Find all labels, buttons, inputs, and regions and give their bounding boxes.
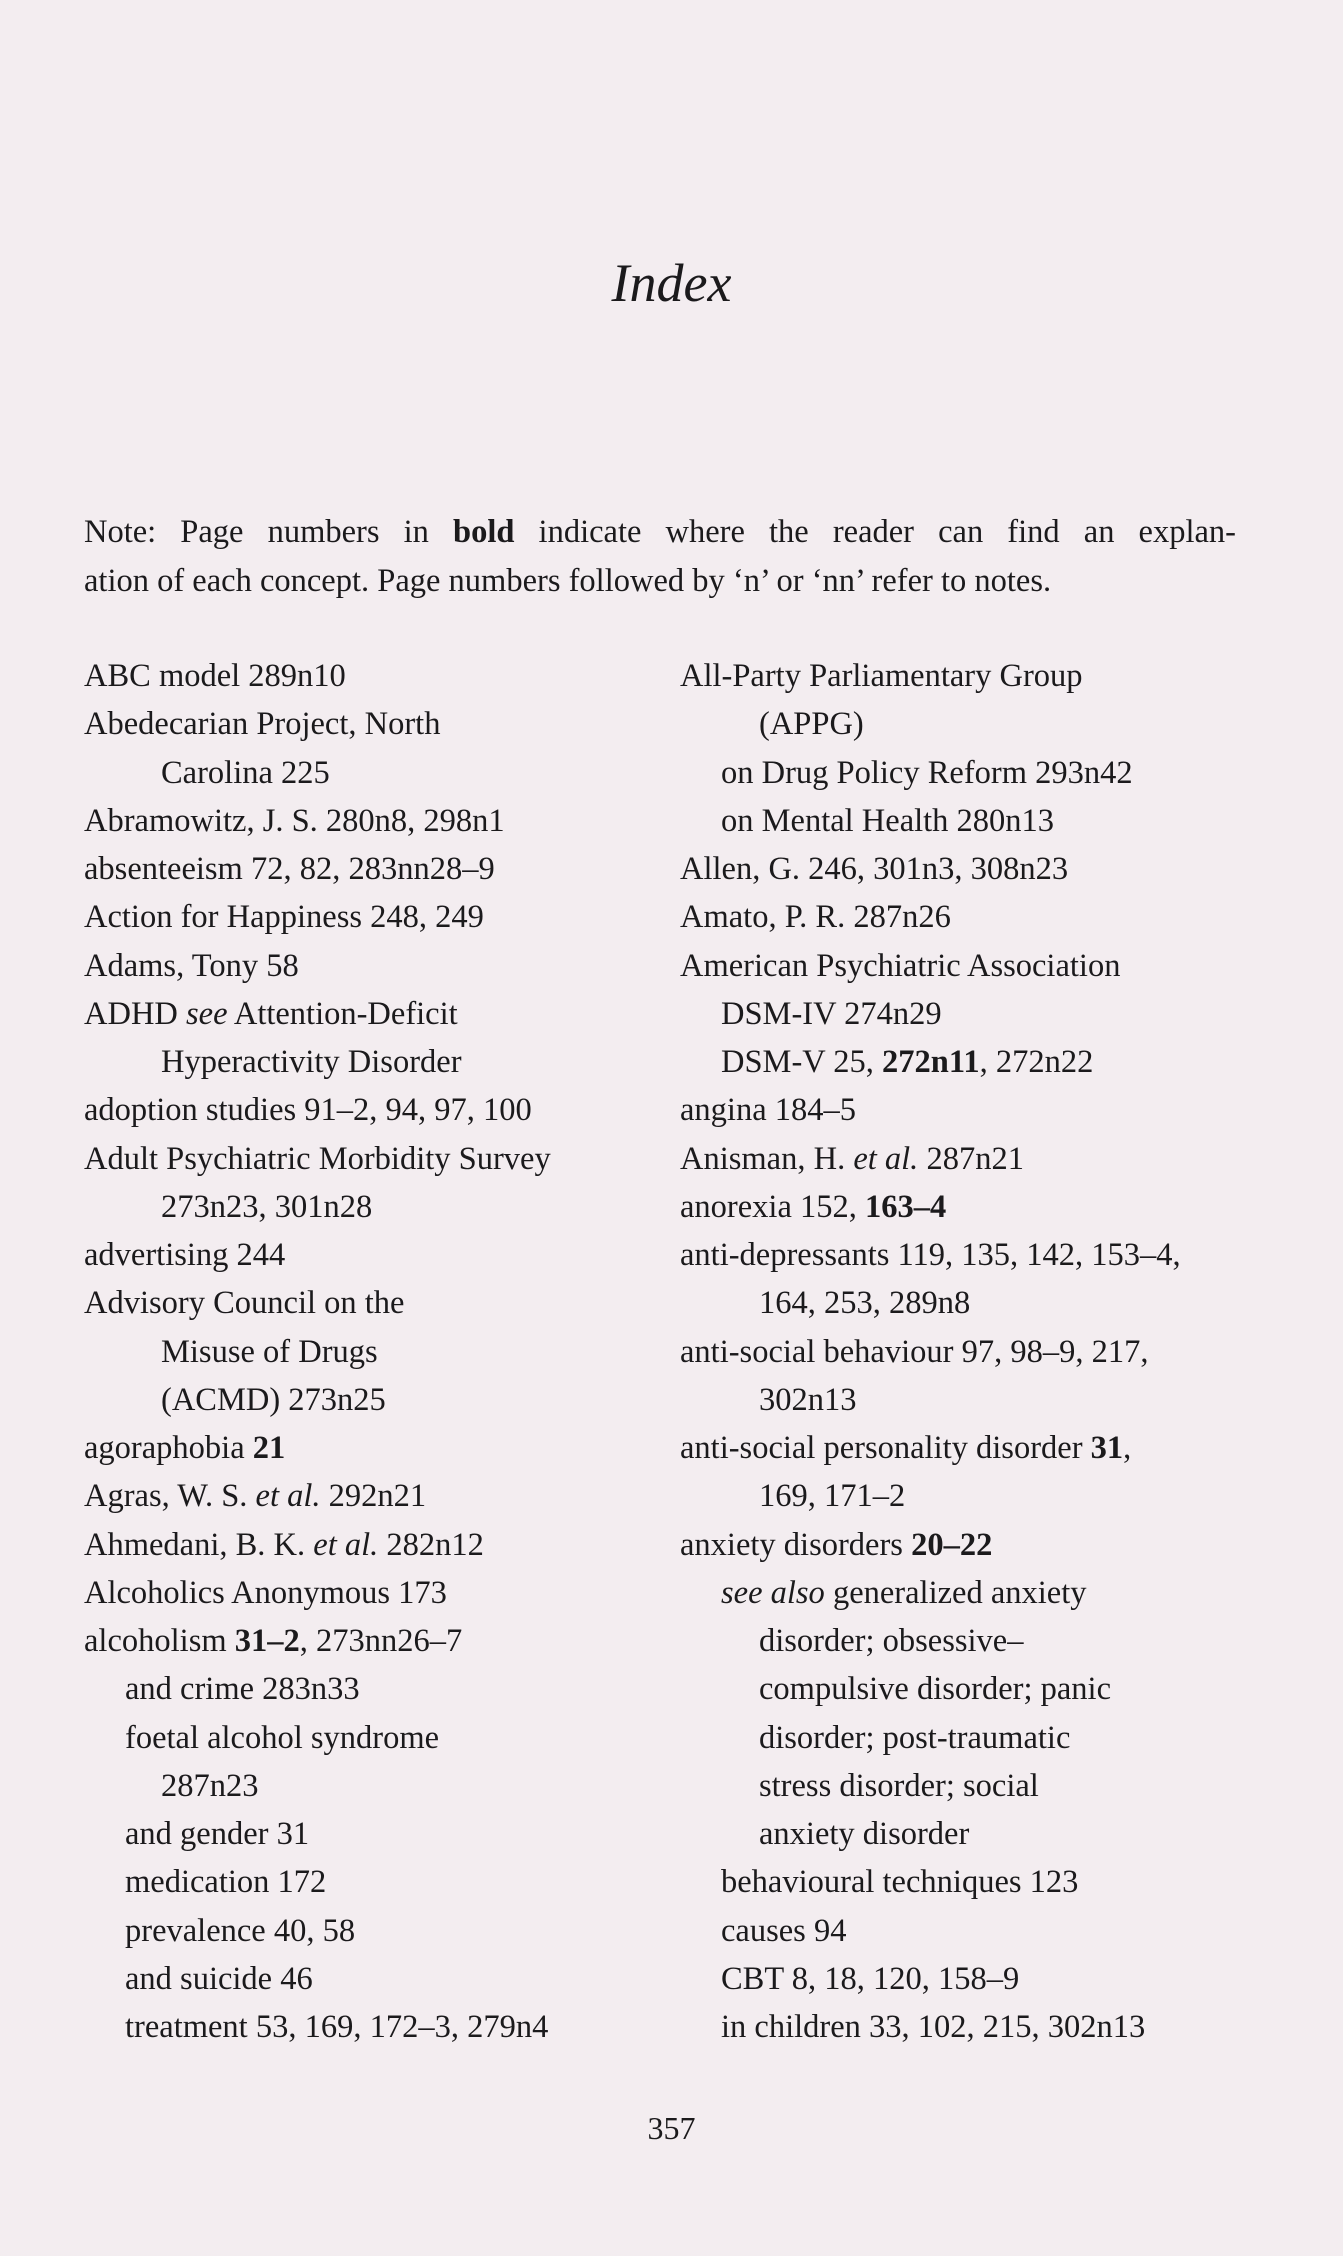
bold-page-ref: 31 xyxy=(1090,1430,1124,1466)
entry-text: indicate where the reader can find an explan- xyxy=(514,514,1236,550)
entry-text: 292n21 xyxy=(320,1478,427,1515)
entry-text: foetal alcohol syndrome xyxy=(125,1719,440,1756)
entry-text: prevalence 40, 58 xyxy=(125,1912,356,1949)
index-entry-continuation xyxy=(84,749,684,797)
index-entry-continuation xyxy=(680,1279,1280,1327)
entry-text: anti-social personality disorder xyxy=(680,1430,1091,1466)
entry-text: DSM-IV 274n29 xyxy=(721,995,942,1032)
entry-text: 273n23, 301n28 xyxy=(161,1188,373,1225)
bold-page-ref: 21 xyxy=(252,1430,286,1466)
entry-text: disorder; post-traumatic xyxy=(759,1719,1071,1756)
entry-text: DSM-V 25, xyxy=(721,1044,883,1080)
index-subentry xyxy=(680,1569,1280,1617)
entry-text: Agras, W. S. xyxy=(84,1478,256,1515)
index-subentry xyxy=(680,797,1280,845)
entry-text: 287n23 xyxy=(161,1767,259,1804)
index-subentry xyxy=(84,1955,684,2003)
entry-text: medication 172 xyxy=(125,1864,327,1901)
entry-text: alcoholism xyxy=(84,1623,235,1659)
index-entry xyxy=(680,1424,1280,1472)
entry-text: in children 33, 102, 215, 302n13 xyxy=(721,2009,1146,2045)
index-entry xyxy=(680,1231,1280,1279)
index-entry xyxy=(680,1183,1280,1231)
entry-text: Anisman, H. xyxy=(680,1140,854,1177)
entry-text: Attention-Deficit xyxy=(227,995,458,1032)
index-entry-continuation xyxy=(680,1617,1280,1665)
entry-text: angina 184–5 xyxy=(680,1092,857,1129)
entry-text: Allen, G. 246, 301n3, 308n23 xyxy=(680,851,1069,887)
index-entry-continuation xyxy=(680,1714,1280,1762)
index-subentry xyxy=(84,2003,684,2051)
entry-text: Abedecarian Project, North xyxy=(84,706,441,743)
entry-text: Amato, P. R. 287n26 xyxy=(680,899,951,936)
bold-page-ref: 20–22 xyxy=(911,1526,993,1563)
entry-text: disorder; obsessive– xyxy=(759,1623,1024,1659)
index-subentry xyxy=(680,1907,1280,1955)
index-entry-continuation xyxy=(680,1810,1280,1858)
index-entry-continuation xyxy=(680,700,1280,748)
index-subentry xyxy=(680,1858,1280,1906)
index-subentry xyxy=(680,749,1280,797)
index-entry-continuation xyxy=(84,1376,684,1424)
entry-text: compulsive disorder; panic xyxy=(759,1671,1111,1708)
entry-text: , xyxy=(1123,1430,1132,1466)
index-entry xyxy=(84,797,684,845)
index-entry-continuation xyxy=(680,1472,1280,1520)
index-entry-continuation xyxy=(84,1038,684,1086)
bold-page-ref: 272n11 xyxy=(882,1044,980,1080)
entry-text: and gender 31 xyxy=(125,1816,310,1852)
index-entry xyxy=(680,1086,1280,1134)
index-entry-continuation xyxy=(680,1665,1280,1713)
index-note xyxy=(84,508,1236,606)
entry-text: on Drug Policy Reform 293n42 xyxy=(721,754,1133,791)
index-entry xyxy=(680,942,1280,990)
index-subentry xyxy=(680,1038,1280,1086)
entry-text: on Mental Health 280n13 xyxy=(721,802,1055,839)
entry-text: generalized anxiety xyxy=(824,1574,1087,1611)
entry-text: (ACMD) 273n25 xyxy=(161,1381,386,1418)
entry-text: Note: Page numbers in xyxy=(84,514,454,550)
note-line-2 xyxy=(84,557,1236,606)
entry-text: CBT 8, 18, 120, 158–9 xyxy=(721,1960,1020,1997)
index-entry xyxy=(84,1472,684,1520)
entry-text: All-Party Parliamentary Group xyxy=(680,658,1083,694)
index-entry xyxy=(84,1231,684,1279)
entry-text: causes 94 xyxy=(721,1912,847,1949)
italic-text: et al. xyxy=(853,1140,919,1177)
entry-text: Carolina 225 xyxy=(161,754,330,791)
index-entry xyxy=(84,1617,684,1665)
index-subentry xyxy=(680,1955,1280,2003)
entry-text: , 273nn26–7 xyxy=(299,1623,463,1659)
italic-text: et al. xyxy=(255,1478,321,1515)
bold-page-ref: bold xyxy=(453,514,515,550)
index-column-right xyxy=(680,652,1280,2051)
entry-text: anorexia 152, xyxy=(680,1188,866,1225)
entry-text: treatment 53, 169, 172–3, 279n4 xyxy=(125,2009,549,2045)
index-entry xyxy=(680,845,1280,893)
entry-text: ADHD xyxy=(84,995,187,1032)
index-subentry xyxy=(84,1907,684,1955)
index-entry-continuation xyxy=(84,1762,684,1810)
index-entry xyxy=(84,1424,684,1472)
index-entry xyxy=(680,1135,1280,1183)
index-entry xyxy=(84,893,684,941)
index-entry xyxy=(680,652,1280,700)
entry-text: Hyperactivity Disorder xyxy=(161,1044,462,1080)
index-subentry xyxy=(680,990,1280,1038)
entry-text: 169, 171–2 xyxy=(759,1478,906,1515)
index-entry-continuation xyxy=(680,1762,1280,1810)
entry-text: anxiety disorder xyxy=(759,1816,970,1852)
index-subentry xyxy=(84,1810,684,1858)
index-entry xyxy=(84,1521,684,1569)
index-entry xyxy=(84,990,684,1038)
entry-text: Ahmedani, B. K. xyxy=(84,1526,314,1563)
entry-text: ABC model 289n10 xyxy=(84,658,346,694)
entry-text: 164, 253, 289n8 xyxy=(759,1285,971,1322)
entry-text: adoption studies 91–2, 94, 97, 100 xyxy=(84,1092,532,1129)
index-entry xyxy=(680,893,1280,941)
entry-text: 282n12 xyxy=(378,1526,484,1563)
index-subentry xyxy=(84,1714,684,1762)
entry-text: agoraphobia xyxy=(84,1430,253,1466)
index-entry xyxy=(84,652,684,700)
index-entry xyxy=(84,1279,684,1327)
note-line-1 xyxy=(84,508,1236,557)
index-entry xyxy=(84,1569,684,1617)
index-entry-continuation xyxy=(680,1376,1280,1424)
entry-text: (APPG) xyxy=(759,706,864,743)
entry-text: Alcoholics Anonymous 173 xyxy=(84,1574,447,1611)
entry-text: and suicide 46 xyxy=(125,1960,313,1997)
page-title: Index xyxy=(611,253,732,313)
entry-text: Advisory Council on the xyxy=(84,1285,405,1322)
index-entry xyxy=(84,845,684,893)
bold-page-ref: 163–4 xyxy=(865,1188,947,1225)
italic-text: see xyxy=(186,995,228,1032)
italic-text: see also xyxy=(721,1574,825,1611)
entry-text: American Psychiatric Association xyxy=(680,947,1121,984)
entry-text: absenteeism 72, 82, 283nn28–9 xyxy=(84,851,495,887)
index-entry xyxy=(680,1328,1280,1376)
index-entry xyxy=(84,1135,684,1183)
entry-text: 287n21 xyxy=(918,1140,1024,1177)
entry-text: stress disorder; social xyxy=(759,1767,1039,1804)
entry-text: Abramowitz, J. S. 280n8, 298n1 xyxy=(84,802,505,839)
entry-text: behavioural techniques 123 xyxy=(721,1864,1079,1901)
entry-text: anti-social behaviour 97, 98–9, 217, xyxy=(680,1333,1149,1370)
entry-text: anti-depressants 119, 135, 142, 153–4, xyxy=(680,1237,1181,1273)
italic-text: et al. xyxy=(313,1526,379,1563)
entry-text: ation of each concept. Page numbers followed by ‘n’ or ‘nn’ refer to notes. xyxy=(84,563,1052,599)
index-entry xyxy=(84,942,684,990)
entry-text: Action for Happiness 248, 249 xyxy=(84,899,484,936)
index-entry xyxy=(84,1086,684,1134)
entry-text: Adams, Tony 58 xyxy=(84,947,299,984)
index-column-left xyxy=(84,652,684,2051)
entry-text: anxiety disorders xyxy=(680,1526,912,1563)
index-entry xyxy=(680,1521,1280,1569)
index-entry xyxy=(84,700,684,748)
entry-text: and crime 283n33 xyxy=(125,1671,360,1708)
entry-text: Misuse of Drugs xyxy=(161,1333,378,1370)
index-subentry xyxy=(680,2003,1280,2051)
entry-text: advertising 244 xyxy=(84,1237,286,1273)
index-subentry xyxy=(84,1665,684,1713)
entry-text: , 272n22 xyxy=(979,1044,1094,1080)
index-entry-continuation xyxy=(84,1328,684,1376)
entry-text: 302n13 xyxy=(759,1381,857,1418)
entry-text: Adult Psychiatric Morbidity Survey xyxy=(84,1140,551,1177)
page-number: 357 xyxy=(647,2110,696,2146)
index-entry-continuation xyxy=(84,1183,684,1231)
bold-page-ref: 31–2 xyxy=(234,1623,300,1659)
index-subentry xyxy=(84,1858,684,1906)
